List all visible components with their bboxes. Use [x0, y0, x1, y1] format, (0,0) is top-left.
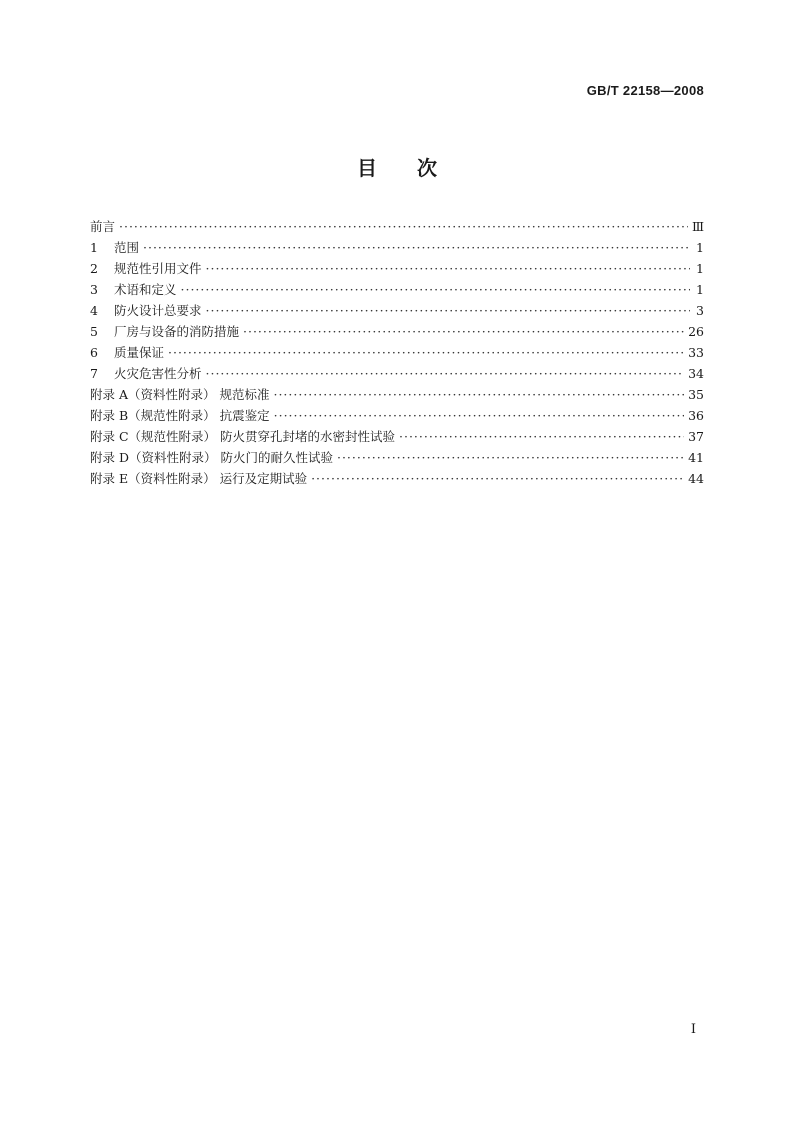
toc-page-number: 36 [688, 408, 704, 423]
toc-leader [311, 471, 684, 486]
toc-number: 2 [90, 261, 98, 276]
toc-entry-7[interactable] [90, 364, 704, 385]
toc-entry-appendix-e[interactable] [90, 469, 704, 490]
standard-code: GB/T 22158—2008 [586, 83, 704, 98]
title-part-2: 次 [417, 156, 437, 180]
toc-entry-appendix-a[interactable] [90, 385, 704, 406]
toc-page-number: 33 [688, 345, 704, 360]
toc-page-number: 26 [688, 324, 704, 339]
toc-label: 范围 [114, 240, 140, 255]
toc-number: 1 [90, 240, 98, 255]
toc-page-number: 3 [696, 303, 704, 318]
toc-leader [181, 282, 690, 297]
toc-leader [243, 324, 684, 339]
toc-page-number: 1 [696, 240, 704, 255]
toc-number: 3 [90, 282, 98, 297]
toc-number: 6 [90, 345, 98, 360]
toc-page-number: 41 [688, 450, 704, 465]
toc-entry-5[interactable] [90, 322, 704, 343]
toc-page-number: 1 [696, 282, 704, 297]
toc-page-number: 35 [688, 387, 704, 402]
toc-page-number: Ⅲ [691, 219, 704, 234]
toc-label: 附录 E（资料性附录） 运行及定期试验 [90, 471, 308, 486]
toc-label: 质量保证 [114, 345, 165, 360]
toc-entry-3[interactable] [90, 280, 704, 301]
toc-label: 术语和定义 [114, 282, 177, 297]
toc-leader [206, 366, 685, 381]
toc-number: 7 [90, 366, 98, 381]
toc-leader [119, 219, 688, 234]
toc-leader [206, 261, 690, 276]
toc-label: 规范性引用文件 [114, 261, 202, 276]
toc-entry-6[interactable] [90, 343, 704, 364]
toc-leader [206, 303, 690, 318]
toc-label: 厂房与设备的消防措施 [114, 324, 240, 339]
toc-leader [143, 240, 690, 255]
toc-entry-appendix-b[interactable] [90, 406, 704, 427]
toc-entry-foreword[interactable] [90, 217, 704, 238]
toc-label: 附录 B（规范性附录） 抗震鉴定 [90, 408, 270, 423]
footer-page-number: I [690, 1022, 696, 1037]
toc-number: 5 [90, 324, 98, 339]
toc-leader [273, 387, 684, 402]
toc-leader [337, 450, 684, 465]
toc-entry-1[interactable] [90, 238, 704, 259]
toc-entry-appendix-d[interactable] [90, 448, 704, 469]
toc-number: 4 [90, 303, 98, 318]
toc-label: 附录 A（资料性附录） 规范标准 [90, 387, 270, 402]
toc-label: 防火设计总要求 [114, 303, 202, 318]
toc-entry-2[interactable] [90, 259, 704, 280]
toc-label: 前言 [90, 219, 116, 234]
toc-entry-4[interactable] [90, 301, 704, 322]
toc-leader [168, 345, 684, 360]
toc-label: 附录 D（资料性附录） 防火门的耐久性试验 [90, 450, 333, 465]
toc-page-number: 37 [688, 429, 704, 444]
toc-label: 火灾危害性分析 [114, 366, 202, 381]
toc-entry-appendix-c[interactable] [90, 427, 704, 448]
toc-leader [399, 429, 684, 444]
toc-label: 附录 C（规范性附录） 防火贯穿孔封堵的水密封性试验 [90, 429, 396, 444]
title-part-1: 目 [357, 156, 377, 180]
table-of-contents [90, 217, 704, 490]
page-title [0, 152, 794, 181]
toc-leader [274, 408, 684, 423]
toc-page-number: 44 [688, 471, 704, 486]
toc-page-number: 34 [688, 366, 704, 381]
toc-page-number: 1 [696, 261, 704, 276]
